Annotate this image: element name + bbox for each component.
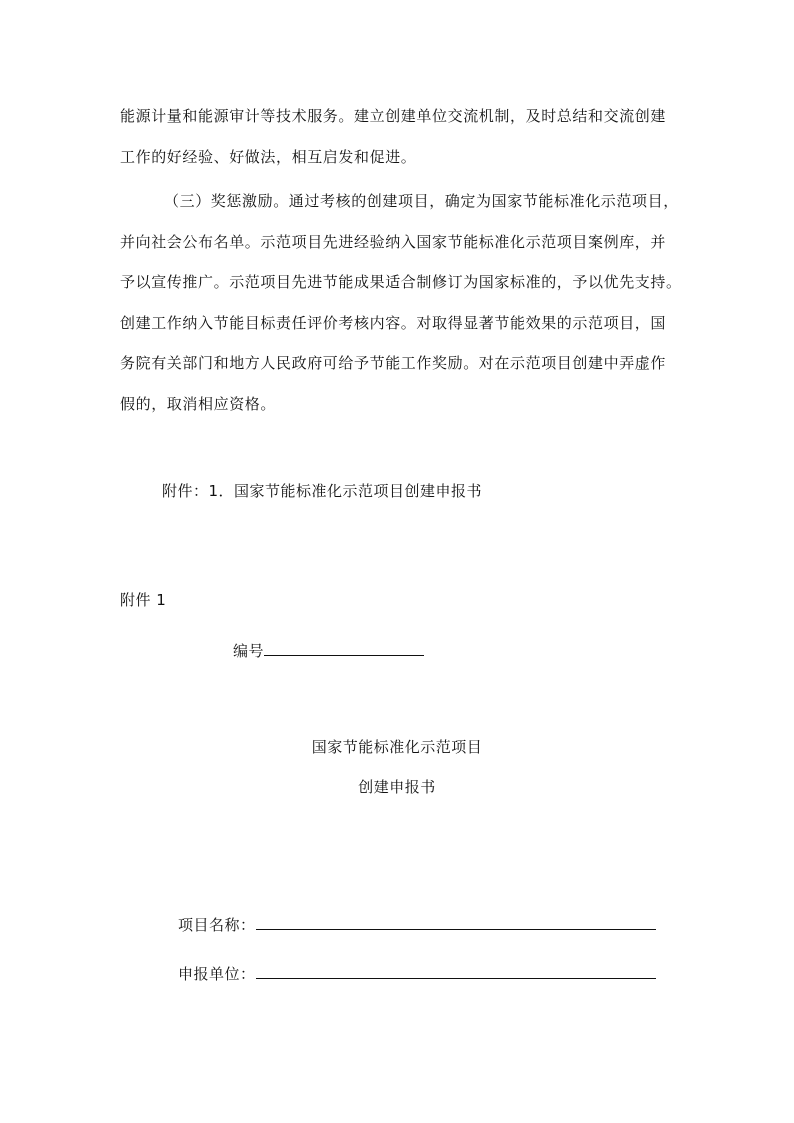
text-line: 假的，取消相应资格。 [120,394,277,413]
project-name-blank-line [256,915,656,930]
form-title: 国家节能标准化示范项目 [311,738,483,756]
appendix-label: 附件 1 [120,591,167,609]
project-name-label: 项目名称： [178,916,256,934]
number-label: 编号 [233,642,265,660]
text-line: 能源计量和能源审计等技术服务。建立创建单位交流机制，及时总结和交流创建 [120,107,667,125]
text-line: 工作的好经验、好做法，相互启发和促进。 [120,147,417,166]
text-line: （三）奖惩激励。通过考核的创建项目，确定为国家节能标准化示范项目， [164,192,679,210]
applicant-blank-line [256,964,656,979]
project-name-field [178,914,656,935]
paragraph-rewards-penalties [120,181,682,424]
number-field [233,640,424,661]
applicant-field [178,963,656,984]
text-line: 并向社会公布名单。示范项目先进经验纳入国家节能标准化示范项目案例库，并 [120,232,667,251]
text-line: 创建工作纳入节能目标责任评价考核内容。对取得显著节能效果的示范项目，国 [120,313,667,332]
paragraph-technical-services [120,96,676,177]
applicant-label: 申报单位： [178,965,256,983]
text-line: 务院有关部门和地方人民政府可给予节能工作奖励。对在示范项目创建中弄虚作 [120,354,667,372]
attachment-note: 附件：1．国家节能标准化示范项目创建申报书 [162,482,483,500]
form-subtitle: 创建申报书 [358,778,436,796]
number-blank-line [264,641,424,656]
text-line: 予以宣传推广。示范项目先进节能成果适合制修订为国家标准的，予以优先支持。 [120,273,682,291]
